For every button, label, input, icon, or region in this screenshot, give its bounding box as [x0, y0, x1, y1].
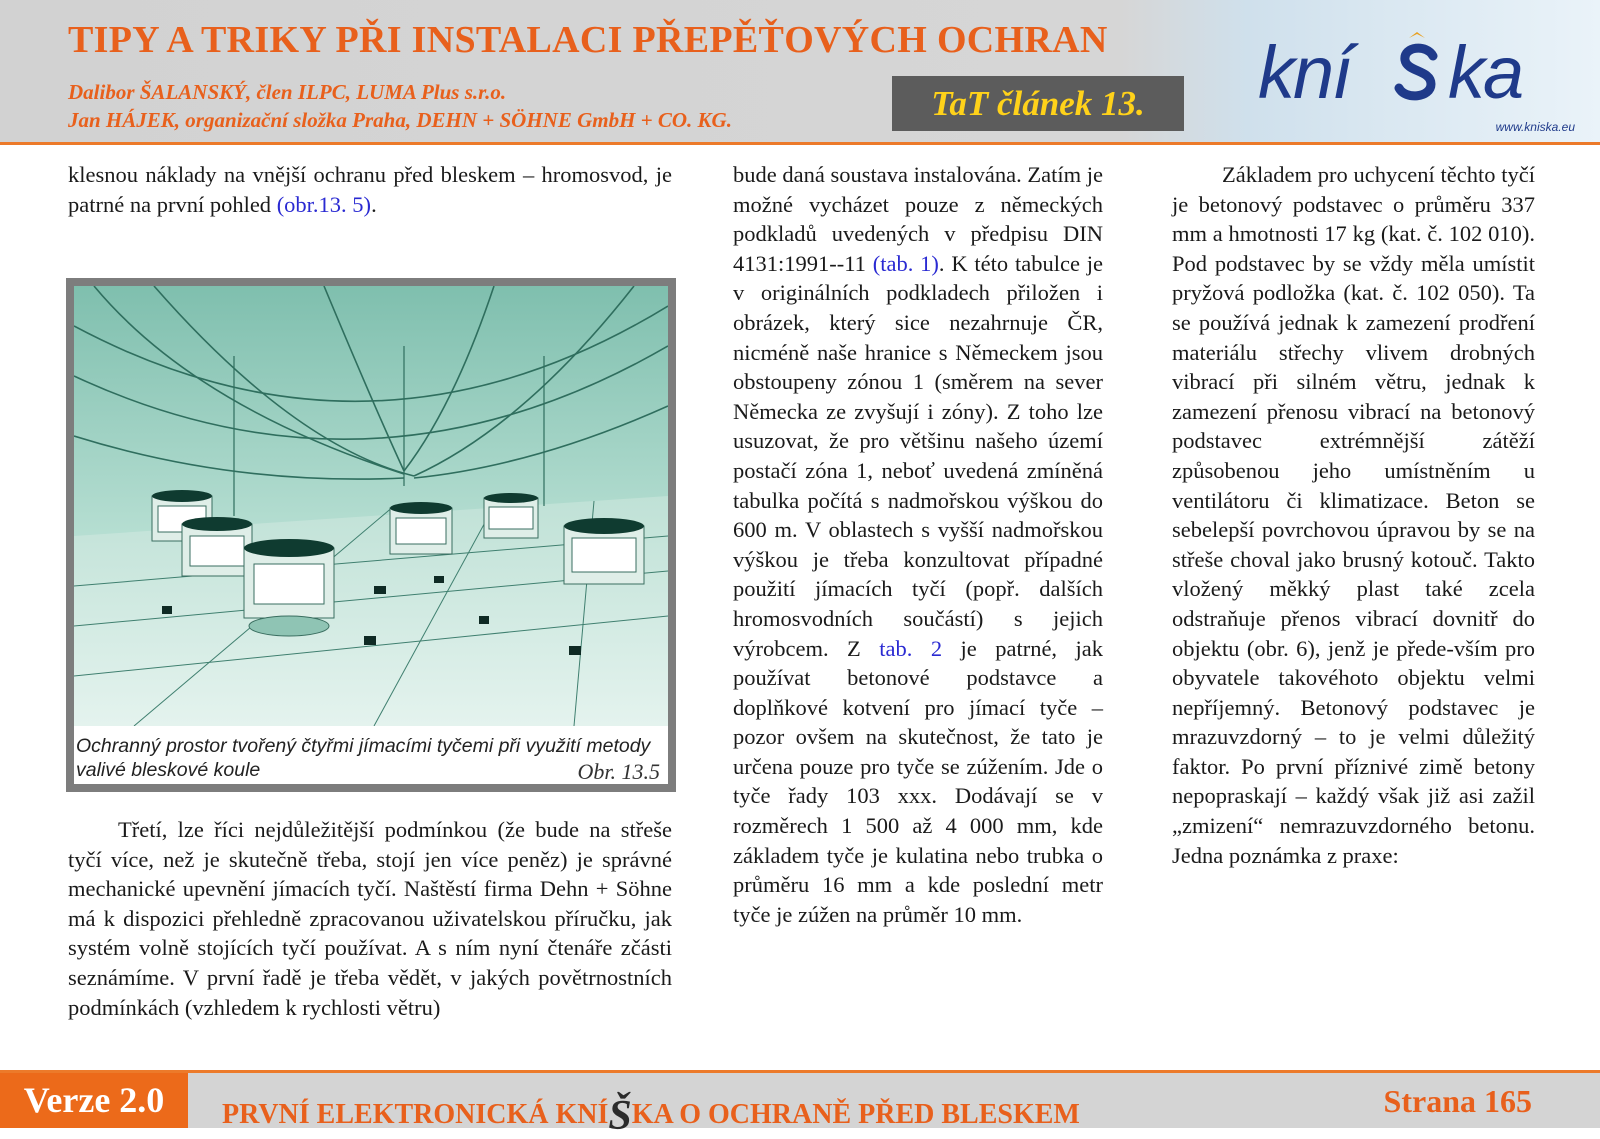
column-2: [733, 160, 1103, 929]
paragraph-text: . K této tabulce je v originálních podkladech přiložen i obrázek, který sice nezahrnuje ČR, nicméně naše hranice s Německem jsou obstoupeny zónou 1 (směrem na sever Německa ze zvyšují i zóny). Z toho lze usuzovat, že pro většinu našeho území postačí zóna 1, neboť uvedená zmíněná tabulka počítá s nadmořskou výškou do 600 m. V oblastech s vyšší nadmořskou výškou je třeba konzultovat případné použití jímacích tyčí (popř. dalších hromosvodních součástí) s jejich výrobcem. Z: [733, 250, 1103, 661]
authors: [68, 78, 732, 134]
paragraph-text: bude daná soustava instalována. Zatím je možné vycházet pouze z německých podkladů uvedených v předpisu DIN 4131:1991--11: [733, 162, 1103, 276]
column-1-top: [68, 160, 672, 219]
author-line-2: Jan HÁJEK, organizační složka Praha, DEHN + SÖHNE GmbH + CO. KG.: [68, 108, 732, 132]
figure-image-area: [74, 286, 668, 784]
version-badge: Verze 2.0: [0, 1073, 188, 1128]
page-number: Strana 165: [1383, 1083, 1532, 1119]
paragraph: Základem pro uchycení těchto tyčí je betonový podstavec o průměru 337 mm a hmotnosti 17 kg (kat. č. 102 010). Pod podstavec by se vždy měla umístit pryžová podložka (kat. č. 102 050). Ta se používá jednak k zamezení prodření materiálu střechy vlivem drobných vibrací při silném větru, jednak k zamezení přenosu vibrací na betonový podstavec extrémnější zátěží způsobenou jeho umístněním u ventilátoru či klimatizace. Beton se sebelepší povrchovou úpravou by se na střeše choval jako brusný kotouč. Takto vložený měkký plast také zcela odstraňuje přenos vibrací dovnitř do objektu (obr. 6), jenž je přede-vším pro obyvatele takovéhoto objektu velmi nepříjemný. Betonový podstavec je mrazuvzdorný – to je velmi důležitý faktor. Po první příznivé zimě betony nepopraskají – každý však již asi zažil „zmizení“ nemrazuvzdorného betonu. Jedna poznámka z praxe:: [1172, 162, 1535, 868]
column-1-bottom: [68, 815, 672, 1022]
figure-reference-link[interactable]: (obr.13. 5): [276, 191, 372, 217]
paragraph-end: .: [371, 191, 377, 217]
footer-title-s: Š: [608, 1093, 632, 1139]
kniska-logo: [1240, 2, 1595, 138]
figure-label: Obr. 13.5: [577, 759, 660, 784]
page-header: [0, 0, 1600, 142]
footer-title-left: PRVNÍ ELEKTRONICKÁ KNÍ: [222, 1099, 609, 1130]
figure-caption: Ochranný prostor tvořený čtyřmi jímacími tyčemi při využití metody valivé bleskové koule: [76, 735, 651, 781]
footer-title: [222, 1086, 1080, 1139]
footer-title-right: KA O OCHRANĚ PŘED BLESKEM: [631, 1099, 1080, 1130]
logo-url: www.kniska.eu: [1495, 120, 1575, 134]
rooftop-illustration: [74, 286, 668, 726]
paragraph: [68, 160, 672, 219]
column-3: [1172, 160, 1535, 870]
paragraph-text: klesnou náklady na vnější ochranu před bleskem – hromosvod, je patrné na první pohled: [68, 162, 672, 217]
table-1-reference-link[interactable]: (tab. 1): [872, 250, 939, 276]
article-badge: TaT článek 13.: [892, 76, 1184, 131]
logo-text-right: ka: [1448, 31, 1523, 114]
paragraph: [733, 160, 1103, 929]
paragraph: Třetí, lze říci nejdůležitější podmínkou (že bude na střeše tyčí více, než je skutečně třeba, stojí jen více peněz) je správné mechanické upevnění jímacích tyčí. Naštěstí firma Dehn + Söhne má k dispozici přehledně zpracovanou uživatelskou příručku, jak systém volně stojících tyčí používat. A s ním nyní čtenáře zčásti seznámíme. V první řadě je třeba vědět, v jakých povětrnostních podmínkách (vzhledem k rychlosti větru): [68, 817, 672, 1020]
table-2-reference-link[interactable]: tab. 2: [879, 635, 943, 661]
logo-text-left: kní: [1258, 31, 1351, 114]
logo-s-icon: [1387, 30, 1447, 108]
page-footer: [0, 1073, 1600, 1139]
paragraph-text: je patrné, jak používat betonové podstavce a doplňkové kotvení pro jímací tyče – pozor ovšem na skutečnost, že tato je určena pouze pro tyče se zúžením. Jde o tyče řady 103 xxx. Dodávají se v rozměrech 1 500 až 4 000 mm, kde základem tyče je kulatina nebo trubka o průměru 16 mm a kde poslední metr tyče je zúžen na průměr 10 mm.: [733, 635, 1103, 927]
header-divider: [0, 142, 1600, 145]
author-line-1: Dalibor ŠALANSKÝ, člen ILPC, LUMA Plus s.r.o.: [68, 80, 507, 104]
article-title: TIPY A TRIKY PŘI INSTALACI PŘEPĚŤOVÝCH OCHRAN: [68, 19, 1108, 61]
figure-13-5: [66, 278, 676, 792]
